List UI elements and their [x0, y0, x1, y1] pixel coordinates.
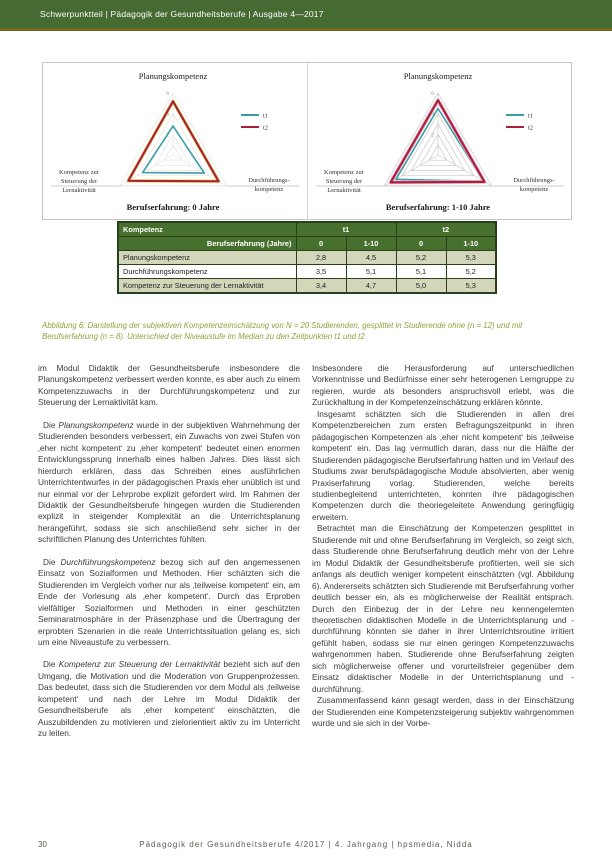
text-run: Die [43, 556, 61, 567]
text-run: Zusammenfassend kann gesagt werden, dass in der Einschätzung der Studierenden eine Kompetenzsteigerung subjektiv wahrgenommen wurde und sie sich in der Vorbe- [312, 695, 574, 729]
axis-label-left: Kompetenz zur [324, 169, 364, 176]
axis-label-left: Kompetenz zur [59, 169, 99, 176]
table-cell-value: 5,1 [396, 265, 446, 279]
tick-label: 2 [166, 132, 169, 139]
axis-label-left: Lernaktivität [327, 187, 361, 194]
table-cell-value: 5,2 [446, 265, 496, 279]
paragraph [312, 523, 574, 695]
table-cell-value: 5,3 [446, 279, 496, 294]
text-run: Betrachtet man die Einschätzung der Kompetenzen gesplittet in Studierende mit und ohne Berufserfahrung im Vergleich, so zeigt sich, dass Studierende ohne Berufserfahrung deutlich mehr von der Lehre im Modul Didaktik der Gesundheitsberufe profitierten, weil sie sich anfangs als deutlich weniger kompetent einschätzten (vgl. Abbildung 6). Andererseits schätzten sich Studierende mit Berufserfahrung vorher deutlich besser ein, als es möglicherweise der Realität entsprach. Durch den Einbezug der in der Lehre neu kennengelernten theoretischen didaktischen Modelle in die Unterrichtsplanung und -durchführung könnten sie daher in ihrer Unterrichtsroutine irritiert gefühlt haben, sodass sie nur einen geringen Kompetenzzuwachs wahrgenommen haben. Studierende ohne Berufserfahrung zeigten sich möglicherweise offener und vorurteilsfreier gegenüber dem Einsatz didaktischer Modelle in der Unterrichtsplanung und -durchführung. [312, 523, 574, 694]
text-run: wurde in der subjektiven Wahrnehmung der Studierenden besonders verbessert, ein Zuwachs von zwei Stufen von ‚eher nicht kompetent‘ zu ‚eher kompetent‘ bedeutet einen enormen Entwicklungssprung innerhalb eines halben Jahres. Dies lässt sich hierdurch erklären, dass das Schreiben eines ausführlichen Unterrichtentwurfes in der pädagogischen Praxis eher unüblich ist und nur einmal vor der Lehrprobe explizit gefordert wird. Im Rahmen der Didaktik der Gesundheitsberufe hingegen wurden die Studierenden explizit in steigender Komplexität an die Unterrichtsplanung herangeführt, sodass sie sich anschließend sehr sicher in der schriftlichen Planung des Unterrichtes fühlten. [38, 419, 300, 545]
axis-label-left: Steuerung der [325, 178, 363, 185]
tick-label: 4 [431, 111, 434, 118]
table-subheader-col: 1-10 [446, 237, 496, 251]
page-header-bar [0, 0, 612, 31]
text-run: bezieht sich auf den Umgang, die Motivation und die Moderation von Gruppenprozessen. Das bedeutet, dass sich die Studierenden vor dem Modul als ‚teilweise kompetent‘ und nach der Lehre im Modul Didaktik der Gesundheitsberufe als ‚eher kompetent‘ einschätzten, die Auszubildenden zu motivieren und zielorientiert aktiv zu im Unterricht zu leiten. [38, 659, 300, 739]
tick-label: 6 [431, 91, 434, 97]
table-row-label: Planungskompetenz [118, 251, 296, 265]
table-row [118, 279, 496, 294]
chart-subtitle: Berufserfahrung: 0 Jahre [126, 202, 220, 212]
tick-label: 2 [431, 132, 434, 139]
tick-label: 4 [166, 111, 169, 118]
emphasized-term: Kompetenz zur Steuerung der Lernaktivität [58, 659, 221, 670]
paragraph [38, 659, 300, 739]
tick-label: 6 [166, 91, 169, 97]
table-row-label: Durchführungskompetenz [118, 265, 296, 279]
axis-label-right: kompetenz [254, 186, 284, 193]
body-column-right [312, 363, 574, 730]
table-subheader-label: Berufserfahrung (Jahre) [118, 237, 296, 251]
radar-chart-1-10-jahre [307, 63, 572, 219]
paragraph [38, 363, 300, 409]
table-cell-value: 5,3 [446, 251, 496, 265]
competence-table-wrap [117, 221, 495, 294]
emphasized-term: Durchführungskompetenz [60, 556, 156, 567]
axis-label-right: Durchführungs- [513, 177, 555, 184]
table-cell-value: 5,2 [396, 251, 446, 265]
legend-label-t1: t1 [263, 112, 269, 120]
table-subheader-col: 0 [296, 237, 346, 251]
axis-label-right: Durchführungs- [248, 177, 290, 184]
radar-chart-svg-right [308, 63, 572, 219]
emphasized-term: Planungskompetenz [58, 419, 134, 430]
text-run: bezog sich auf den angemessenen Einsatz von Sozialformen und Methoden. Hier schätzten sich die Studierenden im Vergleich vorher nur als ‚teilweise kompetent‘ ein, am Ende der Vorlesung als ‚eher kompetent‘. Durch das Erproben vielfältiger Sozialformen und Methoden in einer geschützten Seminaratmosphäre in der Präsenzphase und die Übertragung der erprobten Szenarien in die reale Unterrichtssituation gelang es, sich um eine Niveaustufe zu verbessern. [38, 556, 300, 647]
page-number: 30 [38, 840, 47, 849]
text-run: Die [43, 659, 59, 670]
text-run: Die [43, 419, 59, 430]
paragraph [312, 695, 574, 729]
table-header-kompetenz: Kompetenz [118, 222, 296, 237]
paragraph [312, 409, 574, 524]
figure-6-charts [42, 62, 572, 220]
table-cell-value: 5,1 [346, 265, 396, 279]
legend-label-t1: t1 [528, 112, 534, 120]
header-text: Schwerpunktteil | Pädagogik der Gesundheitsberufe | Ausgabe 4—2017 [40, 9, 324, 19]
paragraph [38, 420, 300, 546]
table-cell-value: 2,8 [296, 251, 346, 265]
table-cell-value: 4,5 [346, 251, 396, 265]
table-subheader-col: 0 [396, 237, 446, 251]
paragraph [312, 363, 574, 409]
footer-journal-line: Pädagogik der Gesundheitsberufe 4/2017 | 4. Jahrgang | hpsmedia, Nidda [139, 840, 473, 849]
text-run: im Modul Didaktik der Gesundheitsberufe insbesondere die Planungskompetenz verbessert werden konnte, es aber auch zu einem Kompetenzzuwachs in der Durchführungskompetenz und zur Steuerung der Lernaktivität kam. [38, 363, 300, 408]
table-group-header: t1 [296, 222, 396, 237]
legend-label-t2: t2 [528, 124, 534, 132]
axis-label-left: Lernaktivität [62, 187, 96, 194]
figure-caption: Abbildung 6: Darstellung der subjektiven Kompetenzeinschätzung von N = 20 Studierenden, gesplittet in Studierende ohne (n = 12) und mit Berufserfahrung (n = 8). Unterschied der Niveaustufe im Median zu den Zeitpunkten t1 und t2 [42, 321, 523, 341]
chart-title: Planungskompetenz [138, 71, 208, 81]
table-row [118, 251, 496, 265]
text-run: Insbesondere die Herausforderung auf unterschiedlichen Vorkenntnisse und Bedürfnisse einer sehr heterogenen Lerngruppe zu regieren, wurde als besonders anspruchsvoll erlebt, was die Zurückhaltung in der Kompetenzeinschätzung erklären könnte. [312, 363, 574, 408]
table-row [118, 265, 496, 279]
radar-chart-0-jahre [43, 63, 307, 219]
table-row-label: Kompetenz zur Steuerung der Lernaktivität [118, 279, 296, 294]
chart-subtitle: Berufserfahrung: 1-10 Jahre [385, 202, 491, 212]
body-column-left [38, 363, 300, 740]
table-subheader-col: 1-10 [346, 237, 396, 251]
axis-label-left: Steuerung der [60, 178, 98, 185]
table-cell-value: 5,0 [396, 279, 446, 294]
text-run: Insgesamt schätzten sich die Studierenden in allen drei Kompetenzbereichen zum ersten Befragungszeitpunkt in ihren pädagogischen Kompetenzen als ‚eher nicht kompetent‘ bis ‚teilweise kompetent‘ ein. Das lag vermutlich daran, dass nur die Hälfte der Studierenden pädagogische Berufserfahrung hatten und im Verlauf des Studiums zwar berufspädagogische Module absolvierten, aber wenig Praxiserfahrung vorlag. Studierenden, welche bereits studienbegleitend unterrichteten, konnten ihre pädagogischen Kompetenzen durch die theoriegeleitete Anwendung geringfügig erweitern. [312, 408, 574, 522]
table-group-header: t2 [396, 222, 496, 237]
paragraph [38, 557, 300, 649]
chart-title: Planungskompetenz [403, 71, 473, 81]
table-cell-value: 3,4 [296, 279, 346, 294]
legend-label-t2: t2 [263, 124, 269, 132]
competence-table [117, 221, 497, 294]
table-cell-value: 3,5 [296, 265, 346, 279]
table-cell-value: 4,7 [346, 279, 396, 294]
page-footer [0, 840, 612, 854]
radar-chart-svg-left [43, 63, 307, 219]
axis-label-right: kompetenz [519, 186, 549, 193]
series-line-t1 [143, 126, 205, 173]
